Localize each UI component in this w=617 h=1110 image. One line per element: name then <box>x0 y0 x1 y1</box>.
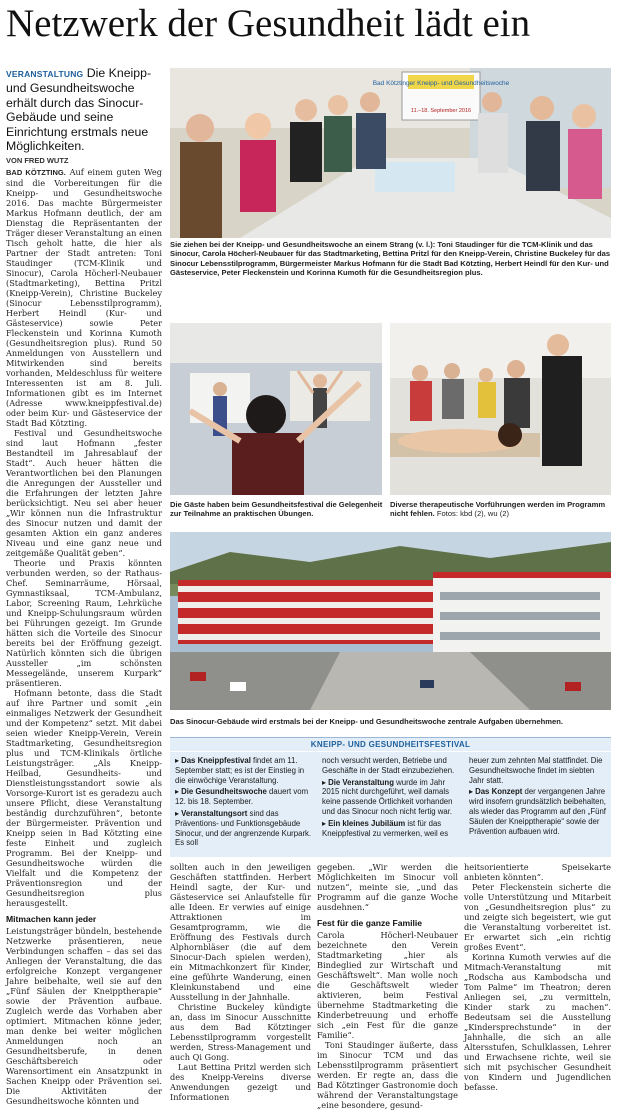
paragraph: BAD KÖTZTING. Auf einem guten Weg sind die Vorbereitungen für die Kneipp- und Gesundheitswoche 2016. Das machte Bürgermeister Markus Hofmann deutlich, der am Dienstag die Repräsentanten der Träger dieser Veranstaltung an einen Tisch geholt hatte, die hier als Partner der Stadt antreten: Toni Staudinger (TCM-Klinik und Sinocur), Carola Höcherl-Neubauer (Stadtmarketing), Bettina Pritzl (Kneipp-Verein), Christine Buckeley (Sinocur Lebensstilprogramm), Herbert Heindl (Kur- und Gästeservice) sowie Peter Fleckenstein und Korinna Kumoth (Gesundheitsregion plus). Rund 50 Anmeldungen von Ausstellern und Mitwirkenden sind bereits vorhanden, Meldeschluss für weitere Interessenten ist am 8. Juli. Informationen gibt es im Internet (Adresse www.kneippfestival.de) oder beim Kur- und Gästeservice der Stadt Bad Kötzting. <box>6 167 162 428</box>
infobox-text: noch versucht werden, Betriebe und Geschäfte in der Stadt einzubeziehen. <box>322 756 455 775</box>
infobox-col-1 <box>170 752 317 857</box>
photo-exercise <box>170 323 382 495</box>
teaser-text: Die Kneipp- und Gesundheitswoche erhält durch das Sinocur-Gebäude und seine Einrichtung erstmals neue Möglichkeiten. <box>6 66 152 154</box>
subheading: Fest für die ganze Familie <box>317 918 423 928</box>
caption-therapy <box>390 500 611 519</box>
article-column-bottom-3 <box>464 862 611 1092</box>
paragraph: Laut Bettina Pritzl werden sich des Kneipp-Vereins diverse Anwendungen gezeigt und Informationen <box>170 1062 311 1102</box>
exercise-illustration <box>170 323 382 495</box>
infobox-text: heuer zum zehnten Mal stattfindet. Die Gesundheitswoche findet im siebten Jahr statt. <box>469 756 603 785</box>
paragraph: Theorie und Praxis könnten verbunden werden, so der Rathaus-Chef. Seminarräume, Hörsaal, Gymnastiksaal, TCM-Ambulanz, Labor, Screening Raum, Lehrküche und Kneipp-Schulungsraum würden bei Führungen gezeigt. Im Grunde hätten sich die Vorteile des Sinocur bereits bei der Eröffnung gezeigt. Natürlich könnten sich die übrigen Aussteller „im schönsten Messegelände, unserem Kurpark“ präsentieren. <box>6 558 162 688</box>
building-illustration <box>170 532 611 710</box>
paragraph: Korinna Kumoth verwies auf die Mitmach-Veranstaltung mit „Rodscha aus Kambodscha und Tom Palme“ im Theatron; deren Anliegen sei, „zu vermitteln, Kinder stark zu machen“. Bedeutsam sei die Ausstellung „Kindersprechstunde“ in der Jahnhalle, die sich an alle Altersstufen, Schulklassen, Lehrer und Erwachsene richte, weil sie sich mit psychischer Gesundheit von Kindern und Jugendlichen befasse. <box>464 952 611 1092</box>
infobox-item: ▸ Die Gesundheitswoche dauert vom 12. bis 18. September. <box>175 787 309 807</box>
caption-meeting: Sie ziehen bei der Kneipp- und Gesundheitswoche an einem Strang (v. l.): Toni Staudinger für die TCM-Klinik und das Sinocur, Carola Höcherl-Neubauer für das Stadtmarketing, Bettina Pritzl für den Kneipp-Verein, Christine Buckeley für das Sinocur Lebensstilprogramm, Bürgermeister Markus Hofmann für die Stadt Bad Kötzting, Herbert Heindl für den Kur- und Gästeservice, Peter Fleckenstein und Korinna Kumoth für die Gesundheitsregion plus. <box>170 240 611 278</box>
infobox-header: KNEIPP- UND GESUNDHEITSFESTIVAL <box>170 737 611 751</box>
paragraph: Carola Höcherl-Neubauer bezeichnete den Verein Stadtmarketing „hier als Bindeglied zur Wirtschaft und Geschäftswelt“. Man wolle noch die Geschäftswelt wieder aktivieren, beim Festival übernehme Stadtmarketing die Kinderbetreuung und erhoffe sich „ein Fest für die ganze Familie“. <box>317 930 458 1040</box>
meeting-illustration <box>170 68 611 238</box>
subheading: Mitmachen kann jeder <box>6 914 97 924</box>
paragraph: Festival und Gesundheitswoche sind laut Hofmann „fester Bestandteil im Jahresablauf der Stadt“. Auch heuer hätten die Verantwortlichen bei den Planungen die Anregungen der Aussteller und die Erfahrungen der letzten Jahre berücksichtigt. Neu sei aber heuer „Wir können nun die Infrastruktur des Sinocur nutzen und damit der gesamten Aktion ein ganz anderes Niveau und eine ganz neue und zeitgemäße Qualität geben“. <box>6 428 162 558</box>
banner-title: Bad Kötztinger Kneipp- und Gesundheitswoche <box>372 80 510 87</box>
paragraph: Leistungsträger bündeln, bestehende Netzwerke präsentieren, neue Verbindungen schaffen – das sei das Anliegen der Veranstaltung, die das erfolgreiche Konzept vergangener Jahre beibehalte, weil sie auf den „Fünf Säulen der Kneipptherapie“ sowie der Prävention aufbaue. Zugleich werde das Vorhaben aber optimiert. Mitmachen könne jeder, man denke bei weiter möglichen Anmeldungen noch an Gesundheitsberufe, in denen Geschäftsbereich oder Warensortiment ein Ansatzpunkt in Sachen Kneipp oder Prävention sei. Die Aktivitäten der Gesundheitswoche könnten und <box>6 926 162 1106</box>
infobox-item: ▸ Das Konzept der vergangenen Jahre wird insofern grundsätzlich beibehalten, als wieder das Programm auf den „Fünf Säulen der Kneipptherapie“ sowie der Prävention aufbauen wird. <box>469 787 606 836</box>
infobox-col-2 <box>317 752 464 857</box>
photo-credit: Fotos: kbd (2), wu (2) <box>436 509 510 519</box>
paragraph: Peter Fleckenstein sicherte die volle Unterstützung und Mitarbeit von „Gesundheitsregion plus“ zu und zeigte sich begeistert, wie gut die Veranstaltung vorbereitet ist. Er erwartet sich „ein richtig großes Event“. <box>464 882 611 952</box>
infobox-item: ▸ Ein kleines Jubiläum ist für das Kneippfestival zu vermerken, weil es <box>322 818 449 838</box>
infobox-item: ▸ Das Kneippfestival findet am 11. September statt; es ist der Einstieg in die einwöchige Veranstaltung. <box>175 756 305 785</box>
paragraph: Hofmann betonte, dass die Stadt auf ihre Partner und somit „ein einmaliges Netzwerk der Gesundheit und der Kompetenz“ setzt. Mit dabei seien wieder Kneipp-Verein, Verein Stadtmarketing, Gesundheitsregion plus und TCM-Klinikals örtliche Leistungsträger. „Als Kneipp-Heilbad, Gesundheits- und Dienstleistungsstandort sowie als Vorsorge-Kurort ist es geradezu auch unsere Pflicht, diese Veranstaltung beständig durchzuführen“, betonte der Bürgermeister. Prävention und Kneipp seien in Bad Kötzting eine feste Einheit und zugleich Programm. Bei der Kneipp- und Gesundheitswoche würden die Vielfalt und die Kompetenz der Präventionsregion und der Gesundheitsregion plus herausgestellt. <box>6 688 162 908</box>
caption-therapy-text: Diverse therapeutische Vorführungen werden im Programm nicht fehlen. <box>390 500 606 519</box>
article-column-bottom-1 <box>170 862 311 1102</box>
photo-building <box>170 532 611 710</box>
infobox-item: ▸ Die Veranstaltung wurde im Jahr 2015 nicht durchgeführt, weil damals keine passende Örtlichkeit vorhanden und das Sinocur noch nicht fertig war. <box>322 777 453 816</box>
therapy-illustration <box>390 323 611 495</box>
dateline: BAD KÖTZTING. <box>6 168 66 177</box>
byline: VON FRED WUTZ <box>6 156 69 165</box>
article-column-left <box>6 167 162 1106</box>
photo-meeting <box>170 68 611 238</box>
paragraph: Toni Staudinger äußerte, dass im Sinocur TCM und das Lebensstilprogramm präsentiert werden. Er regte an, dass die Bad Kötztinger Gastronomie doch während der Veranstaltungstage „eine besondere, gesund- <box>317 1040 458 1110</box>
article-column-bottom-2 <box>317 862 458 1110</box>
infobox-item: ▸ Veranstaltungsort sind das Präventions- und Funktionsgebäude Sinocur, und der angrenzende Kurpark. Es soll <box>175 808 312 848</box>
teaser-kicker: VERANSTALTUNG <box>6 69 84 79</box>
caption-building: Das Sinocur-Gebäude wird erstmals bei der Kneipp- und Gesundheitswoche zentrale Aufgaben übernehmen. <box>170 717 563 726</box>
banner-dates: 11.–18. September 2016 <box>410 108 472 114</box>
paragraph: Christine Buckeley kündigte an, dass im Sinocur Ausschnitte aus dem Bad Kötztinger Lebensstilprogramm vorgestellt werden, Stress-Management und auch Qi Gong. <box>170 1002 311 1062</box>
paragraph: gegeben. „Wir werden die Möglichkeiten im Sinocur voll nutzen“, meinte sie, „und das Programm auf die ganze Woche ausdehnen.“ <box>317 862 458 912</box>
teaser <box>6 66 161 153</box>
headline: Netzwerk der Gesundheit lädt ein <box>6 2 531 45</box>
caption-exercise: Die Gäste haben beim Gesundheitsfestival die Gelegenheit zur Teilnahme an praktischen Übungen. <box>170 500 383 519</box>
photo-therapy <box>390 323 611 495</box>
paragraph: sollten auch in den jeweiligen Geschäften stattfinden. Herbert Heindl sagte, der Kur- und Gästeservice sei Anlaufstelle für alle Ideen. Er verwies auf einige Attraktionen im Gesamtprogramm, wie die Eröffnung des Festivals durch Alphornbläser (die auf dem Sinocur-Dach spielen werden), ein Mitmachkonzert für Kinder, eine geführte Wanderung, einen Kleinkunstabend und eine Ausstellung in der Jahnhalle. <box>170 862 311 1002</box>
paragraph: heitsorientierte Speisekarte anbieten könnten“. <box>464 862 611 882</box>
infobox-col-3 <box>464 752 611 857</box>
